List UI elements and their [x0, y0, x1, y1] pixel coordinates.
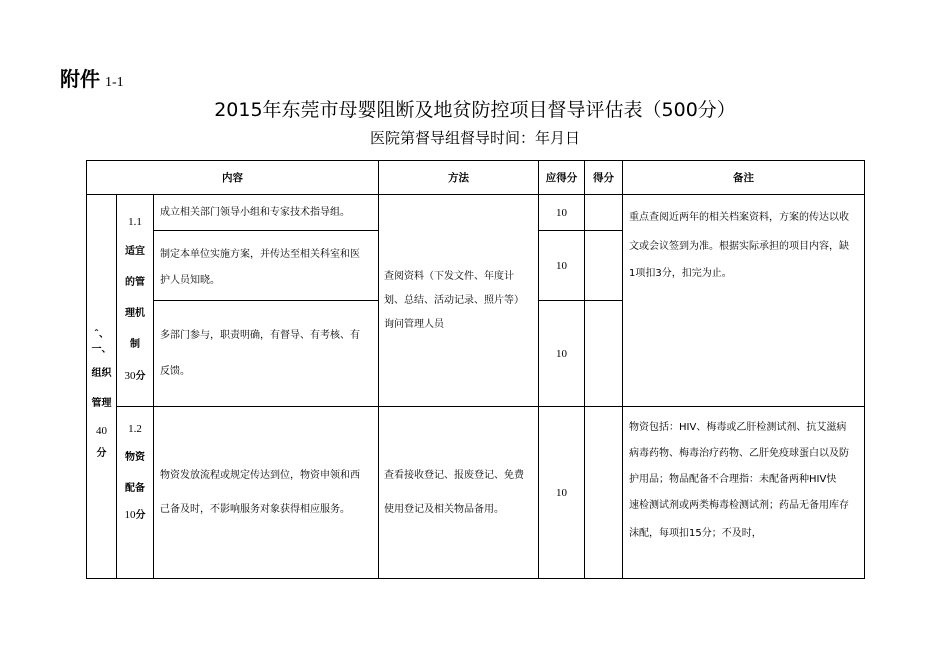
table-row [87, 407, 865, 579]
sub-2-remark [623, 407, 865, 579]
col-header-score-due: 应得分 [539, 161, 585, 195]
section-1-cell [87, 195, 117, 579]
attachment-prefix: 附件 [60, 67, 100, 91]
sub-1-name-2: 的管 [125, 277, 145, 288]
section-1-number: 一、 [91, 343, 112, 355]
sub-1-remark [623, 195, 865, 407]
item-line: 己备及时，不影响服务对象获得相应服务。 [160, 503, 350, 515]
method-line: 查看接收登记、报废登记、免费 [384, 469, 525, 481]
remark-line: 速检测试剂或两类梅毒检测试剂；药品无备用库存 [629, 500, 850, 511]
sub-1-method [379, 195, 539, 407]
section-1-dash: ˆ、 [94, 328, 109, 340]
remark-line: 1项扣3分，扣完为止。 [629, 268, 732, 279]
item-1-1-content [154, 195, 379, 231]
sub-2-score-got[interactable] [585, 407, 623, 579]
sub-2-id: 1.2 [128, 423, 142, 435]
sub-2-method [379, 407, 539, 579]
item-line: 护人员知晓。 [160, 274, 220, 286]
item-1-2-content [154, 231, 379, 301]
remark-line: 重点查阅近两年的相关档案资料，方案的传达以收 [629, 212, 850, 223]
page-subtitle: 医院第督导组督导时间：年月日 [369, 129, 580, 147]
remark-line: 病毒药物、梅毒治疗药物、乙肝免疫球蛋白以及防 [629, 448, 850, 459]
item-1-3-score-got[interactable] [585, 301, 623, 407]
item-1-3-content [154, 301, 379, 407]
evaluation-table [86, 160, 865, 579]
sub-2-name-1: 物资 [125, 452, 145, 463]
item-1-1-score-got[interactable] [585, 195, 623, 231]
sub-1-score [117, 360, 153, 393]
sub-2-score [117, 501, 153, 530]
col-header-content: 内容 [87, 161, 379, 195]
item-line: 多部门参与，职责明确，有督导、有考核、有 [160, 329, 360, 341]
col-header-score-got: 得分 [585, 161, 623, 195]
sub-1-name-3: 理机 [125, 308, 145, 319]
attachment-label [60, 63, 124, 92]
item-1-2-score-got[interactable] [585, 231, 623, 301]
sub-2-content [154, 407, 379, 579]
sub-1-cell [117, 195, 154, 407]
sub-1-name-1: 适宜 [125, 246, 145, 257]
sub-2-name-2: 配备 [125, 483, 145, 494]
sub-2-score-num: 10 [124, 509, 136, 521]
method-line: 查阅资料（下发文件、年度计 [384, 270, 515, 282]
sub-1-score-num: 30 [124, 370, 136, 382]
item-1-3-score-due: 10 [539, 301, 585, 407]
col-header-method: 方法 [379, 161, 539, 195]
col-header-remark: 备注 [623, 161, 865, 195]
remark-line: 沫配，每项扣15分；不及时， [629, 528, 762, 539]
sub-2-score-unit: 分 [135, 510, 146, 521]
remark-line: 物资包括：HIV、梅毒或乙肝检测试剂、抗艾滋病 [629, 422, 847, 433]
method-line: 使用登记及相关物品备用。 [384, 503, 505, 515]
attachment-number: 1-1 [105, 75, 124, 90]
page-title: 2015年东莞市母婴阻断及地贫防控项目督导评估表（500分） [214, 99, 736, 121]
table-row [87, 195, 865, 231]
section-1-name-b: 管理 [91, 397, 112, 409]
sub-1-name-4: 制 [130, 339, 140, 350]
section-1-name-a: 组织 [91, 367, 112, 379]
item-line: 制定本单位实施方案，并传达至相关科室和医 [160, 248, 360, 260]
item-1-2-score-due: 10 [539, 231, 585, 301]
section-1-score-unit: 分 [96, 447, 107, 459]
method-line: 询问管理人员 [384, 318, 445, 330]
item-line: 反馈。 [160, 365, 190, 377]
remark-line: 文或会议签到为准。根据实际承担的项目内容，缺 [629, 241, 850, 252]
sub-1-id: 1.1 [128, 216, 142, 228]
remark-line: 护用品；物品配备不合理指：未配备两种HIV快 [629, 474, 837, 485]
item-line: 物资发放流程或规定传达到位，物资申领和西 [160, 469, 360, 481]
sub-2-cell [117, 407, 154, 579]
method-line: 划、总结、活动记录、照片等） [384, 294, 525, 306]
sub-2-score-due: 10 [539, 407, 585, 579]
table-header-row [87, 161, 865, 195]
item-1-1-score-due: 10 [539, 195, 585, 231]
item-line: 成立相关部门领导小组和专家技术指导组。 [160, 206, 350, 218]
sub-1-score-unit: 分 [135, 371, 146, 382]
section-1-score-num: 40 [96, 424, 107, 437]
